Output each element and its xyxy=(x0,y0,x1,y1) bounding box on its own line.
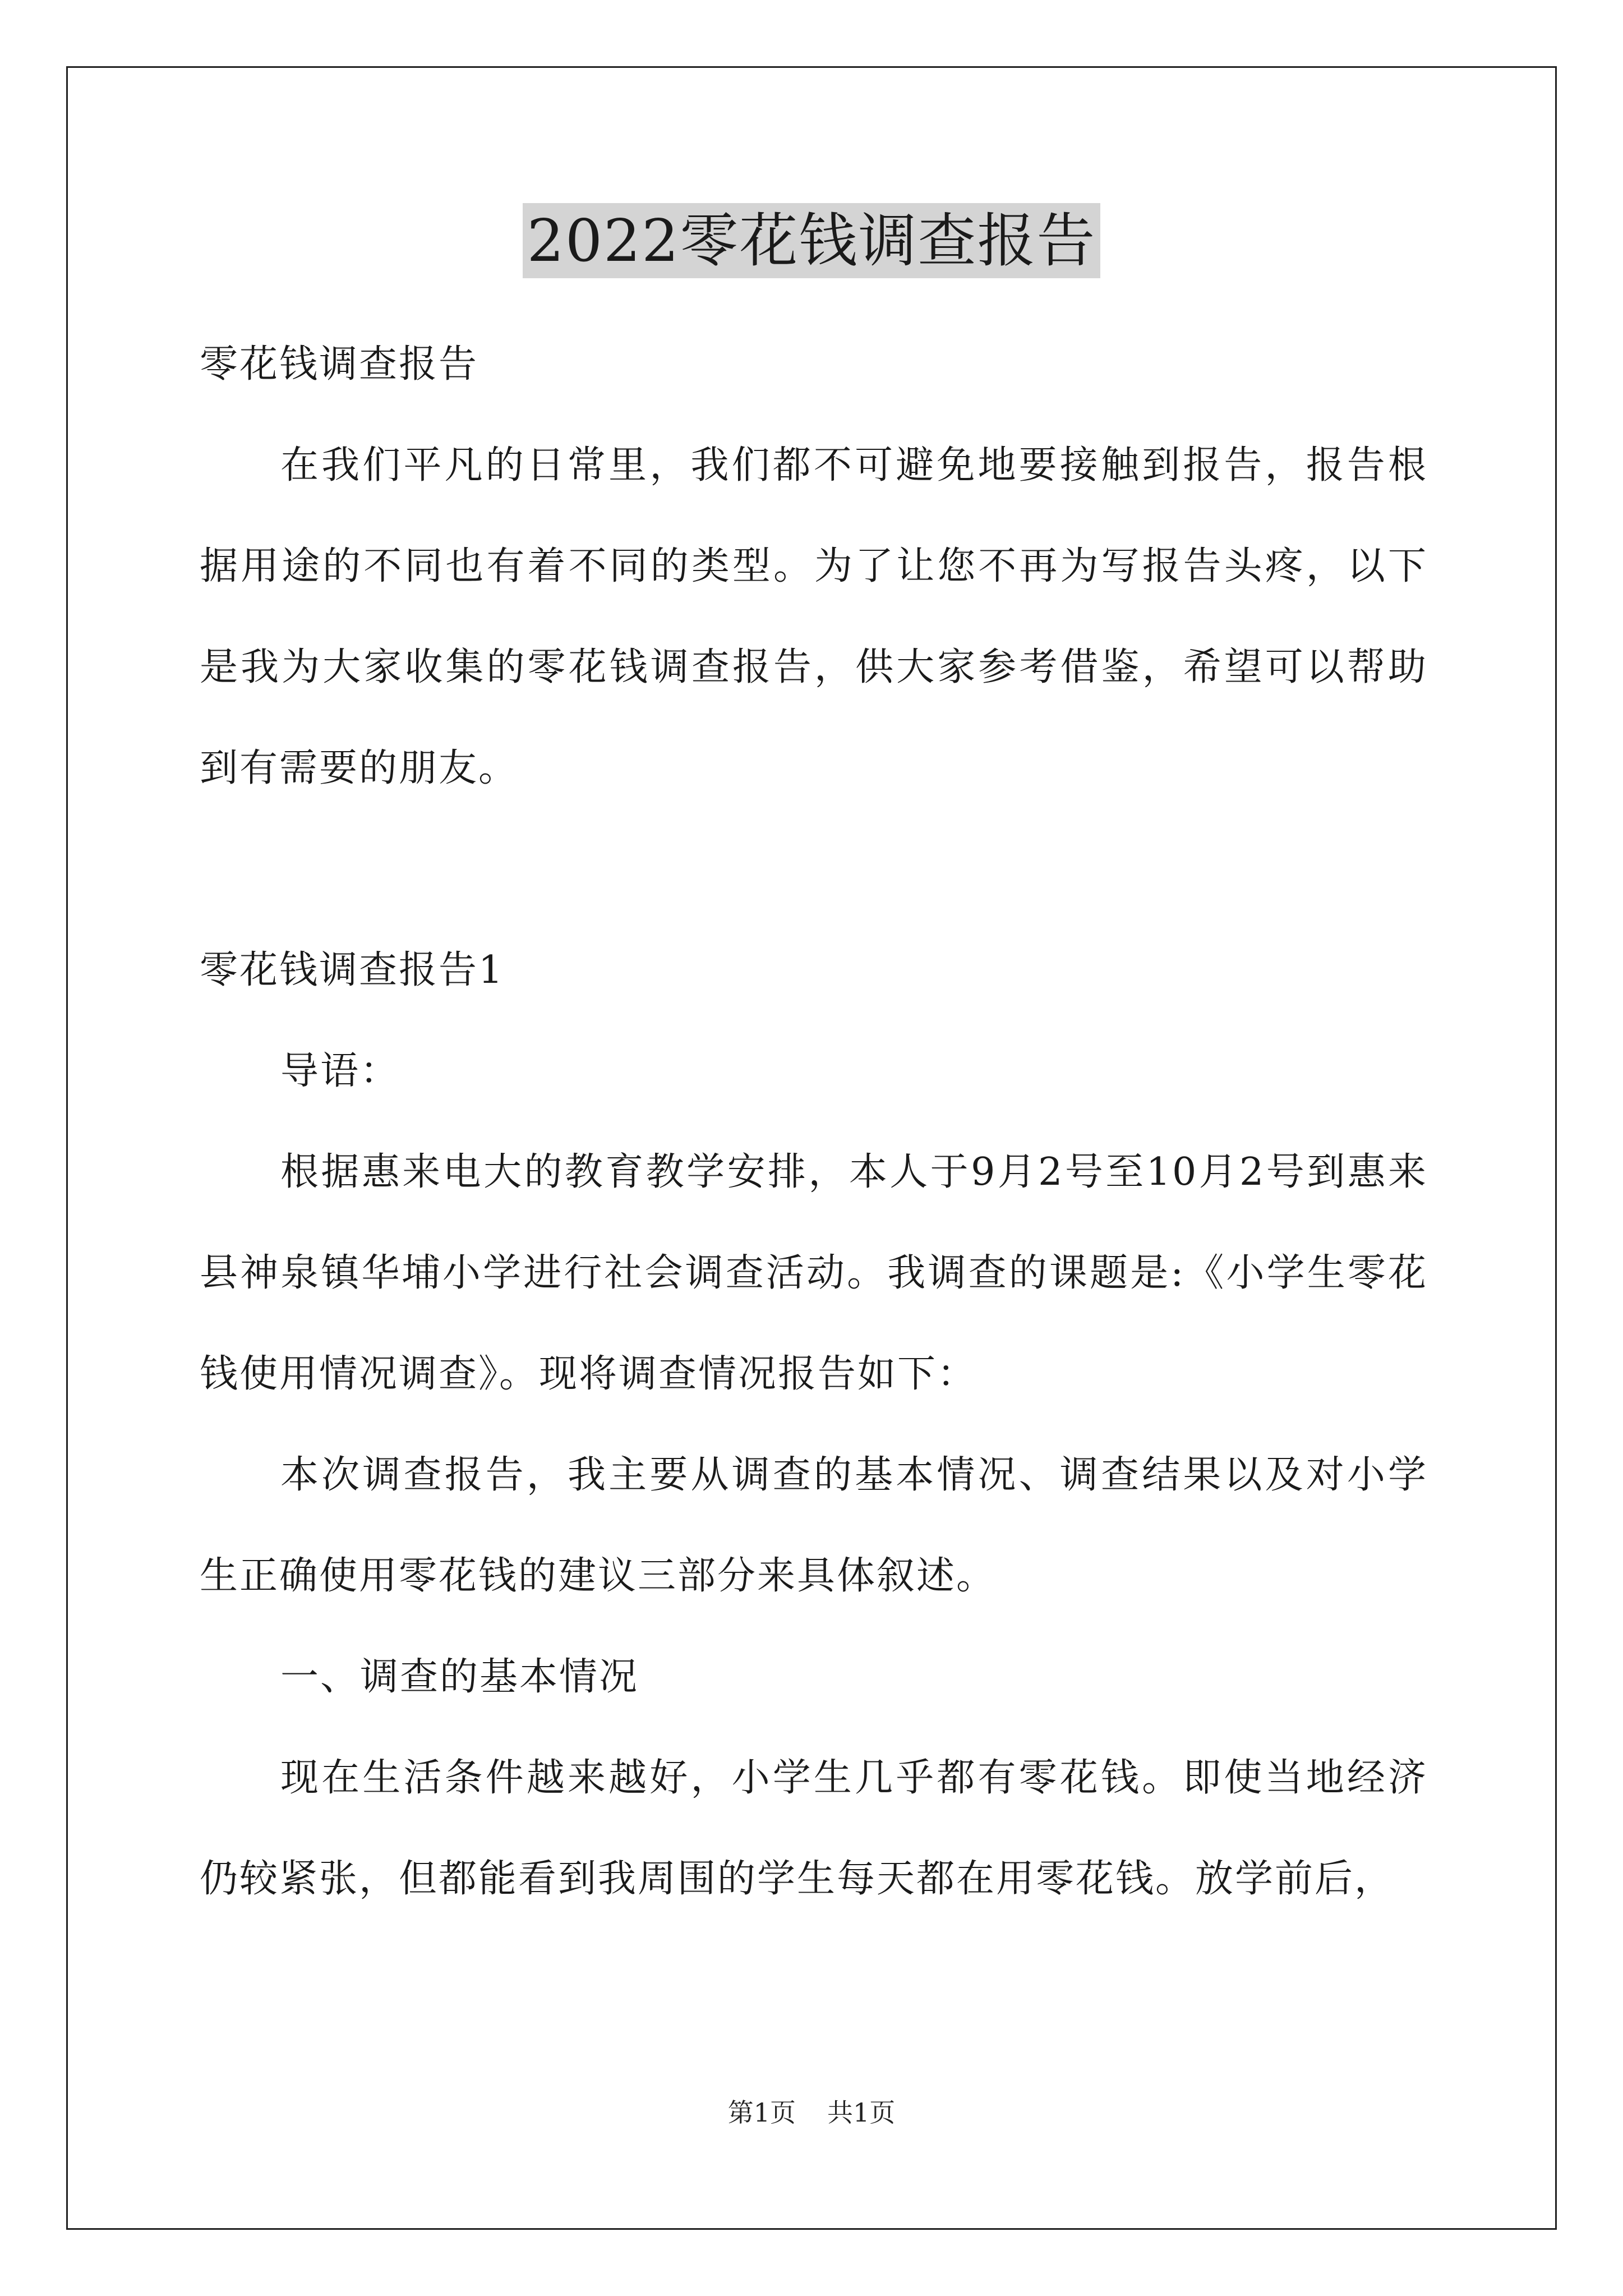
title-container xyxy=(0,203,1623,278)
intro-paragraph: 在我们平凡的日常里，我们都不可避免地要接触到报告，报告根据用途的不同也有着不同的类型。为了让您不再为写报告头疼，以下是我为大家收集的零花钱调查报告，供大家参考借鉴，希望可以帮助到有需要的朋友。 xyxy=(200,443,1428,790)
paragraph-preface: 导语： xyxy=(280,1049,400,1093)
section-heading: 零花钱调查报告1 xyxy=(200,948,505,992)
paragraph-background: 根据惠来电大的教育教学安排，本人于9月2号至10月2号到惠来县神泉镇华埔小学进行社会调查活动。我调查的课题是:《小学生零花钱使用情况调查》。现将调查情况报告如下： xyxy=(200,1150,1428,1396)
document-title: 2022零花钱调查报告 xyxy=(523,203,1101,278)
paragraph-structure: 本次调查报告，我主要从调查的基本情况、调查结果以及对小学生正确使用零花钱的建议三部分来具体叙述。 xyxy=(200,1453,1428,1598)
subsection-heading: 一、调查的基本情况 xyxy=(280,1655,639,1699)
document-subtitle: 零花钱调查报告 xyxy=(200,342,479,386)
page-footer xyxy=(0,2096,1623,2129)
section-spacer xyxy=(200,819,1428,920)
paragraph-basic-situation: 现在生活条件越来越好，小学生几乎都有零花钱。即使当地经济仍较紧张，但都能看到我周围的学生每天都在用零花钱。放学前后， xyxy=(200,1756,1428,1901)
document-body xyxy=(200,314,1428,1930)
page-number: 第1页 xyxy=(727,2097,796,2128)
page-total: 共1页 xyxy=(827,2097,896,2128)
